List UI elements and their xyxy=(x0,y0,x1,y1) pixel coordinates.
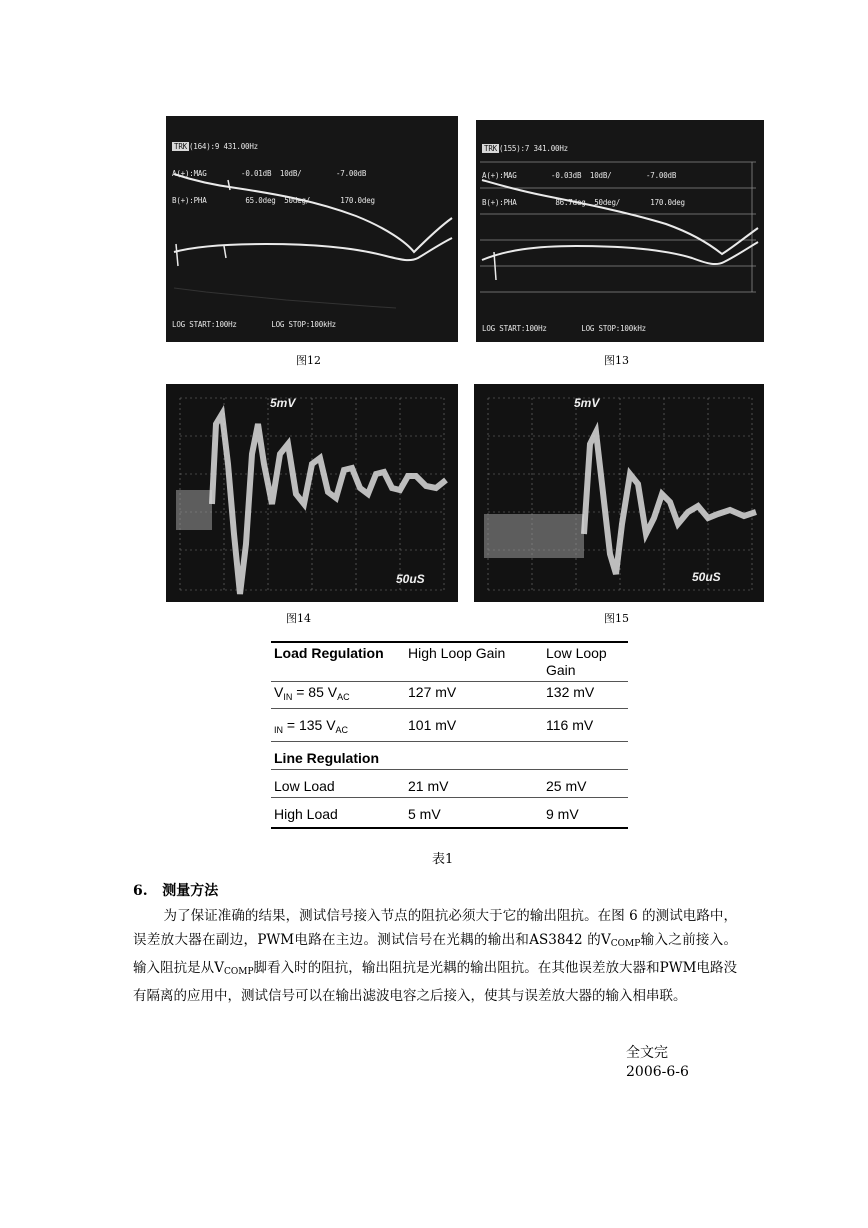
bode-plot-fig13 xyxy=(476,120,764,342)
date: 2006-6-6 xyxy=(626,1064,689,1080)
fig14-time-label: 50uS xyxy=(396,572,425,586)
row4-low: 9 mV xyxy=(543,798,628,829)
table-row xyxy=(271,770,628,798)
fig13-header: TRK (155):7 341.00Hz A(+):MAG -0.03dB 10dB/ -7.00dB B(+):PHA 86.7deg 50deg/ 170.0deg xyxy=(482,144,685,207)
fig12-header: TRK (164):9 431.00Hz A(+):MAG -0.01dB 10dB/ -7.00dB B(+):PHA 65.0deg 50deg/ 170.0deg xyxy=(172,142,375,205)
fig12-marker: (164):9 431.00Hz xyxy=(188,142,258,151)
row2-label: $_{IN}$ = 135 $V_{AC}$ xyxy=(271,709,405,742)
fig12-log-range: LOG START:100Hz LOG STOP:100kHz xyxy=(172,320,336,329)
fig13-mag: A(+):MAG -0.03dB 10dB/ -7.00dB xyxy=(482,171,677,180)
row1-high: 127 mV xyxy=(405,682,543,709)
row3-label: Low Load xyxy=(271,770,405,798)
row4-label: High Load xyxy=(271,798,405,829)
table-header-row xyxy=(271,642,628,682)
body-paragraph: 为了保证准确的结果，测试信号接入节点的阻抗必须大于它的输出阻抗。在图 6 的测试电路中，误差放大器在副边，PWM电路在主边。测试信号在光耦的输出和AS3842 的VCOMP输入之前接入。输入阻抗是从VCOMP脚看入时的阻抗，输出阻抗是光耦的输出阻抗。在其他误差放大器和PWM电路没有隔离的应用中，测试信号可以在输出滤波电容之后接入，使其与误差放大器的输入相串联。 xyxy=(133,908,738,1004)
regulation-table xyxy=(271,641,628,829)
fig12-mag: A(+):MAG -0.01dB 10dB/ -7.00dB xyxy=(172,169,367,178)
row2-high: 101 mV xyxy=(405,709,543,742)
section-number: 6. xyxy=(133,883,148,899)
row1-low: 132 mV xyxy=(543,682,628,709)
header-load-regulation: Load Regulation xyxy=(271,642,405,682)
bode-plot-fig12 xyxy=(166,116,458,342)
table-row xyxy=(271,742,628,770)
section-title: 测量方法 xyxy=(162,883,219,899)
header-high-loop-gain: High Loop Gain xyxy=(405,642,543,682)
row1-label: $V_{IN} = 85$ $V_{AC}$ xyxy=(271,682,405,709)
fig14-waveform xyxy=(166,384,458,602)
row2-low: 116 mV xyxy=(543,709,628,742)
header-low-loop-gain: Low Loop Gain xyxy=(543,642,628,682)
end-note: 全文完 xyxy=(626,1045,668,1061)
fig15-volt-label: 5mV xyxy=(574,396,600,410)
fig13-caption: 图13 xyxy=(604,354,629,367)
table-row xyxy=(271,709,628,742)
fig12-footer xyxy=(172,300,379,342)
fig15-caption: 图15 xyxy=(604,612,629,625)
section-heading xyxy=(133,880,218,900)
table-row xyxy=(271,798,628,829)
fig13-log-range: LOG START:100Hz LOG STOP:100kHz xyxy=(482,324,646,333)
fig12-caption: 图12 xyxy=(296,354,321,367)
row4-high: 5 mV xyxy=(405,798,543,829)
table-caption: 表1 xyxy=(432,852,454,867)
fig13-footer xyxy=(482,304,689,342)
row3-high: 21 mV xyxy=(405,770,543,798)
fig13-pha: B(+):PHA 86.7deg 50deg/ 170.0deg xyxy=(482,198,685,207)
fig14-volt-label: 5mV xyxy=(270,396,296,410)
fig15-time-label: 50uS xyxy=(692,570,721,584)
fig14-caption: 图14 xyxy=(286,612,311,625)
fig13-marker: (155):7 341.00Hz xyxy=(498,144,568,153)
table-row xyxy=(271,682,628,709)
line-regulation-heading: Line Regulation xyxy=(271,742,628,770)
row3-low: 25 mV xyxy=(543,770,628,798)
fig12-pha: B(+):PHA 65.0deg 50deg/ 170.0deg xyxy=(172,196,375,205)
oscilloscope-fig14 xyxy=(166,384,458,602)
oscilloscope-fig15 xyxy=(474,384,764,602)
